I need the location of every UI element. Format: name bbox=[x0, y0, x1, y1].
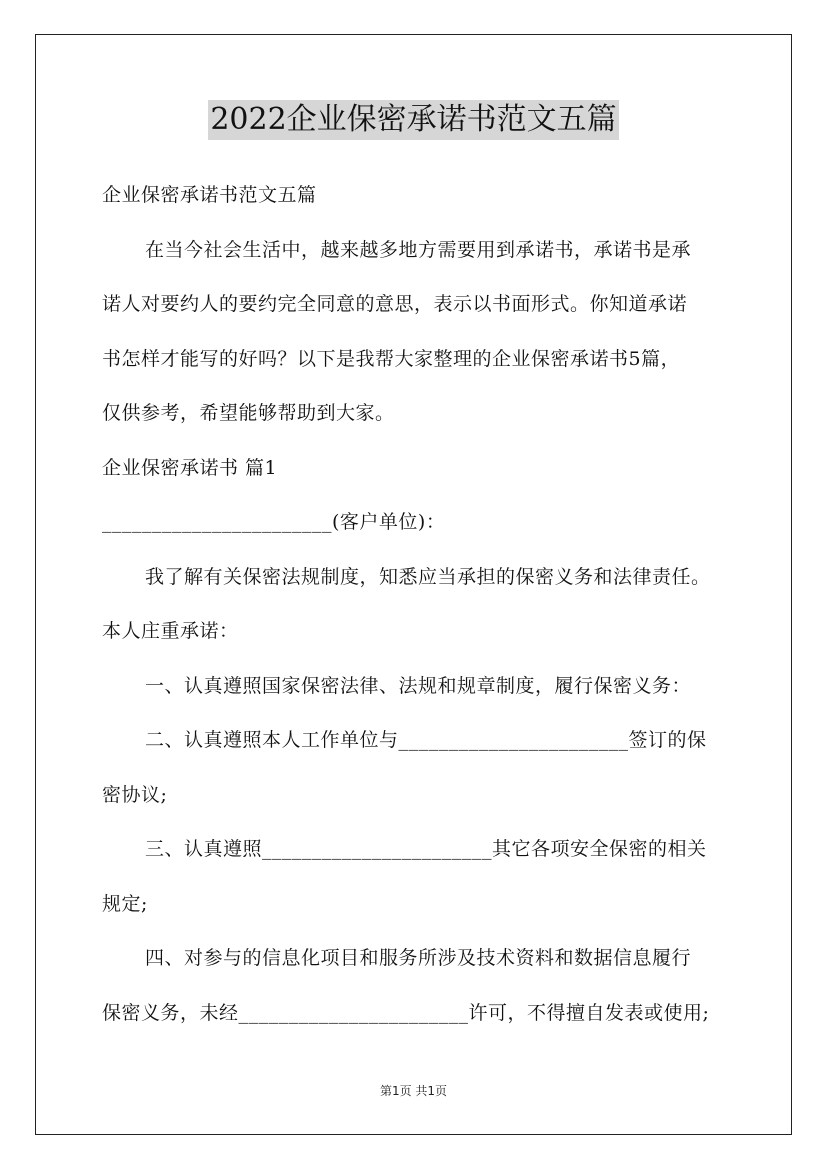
text-line: 仅供参考，希望能够帮助到大家。 bbox=[102, 402, 395, 424]
text-line: 三、认真遵照_______________________其它各项安全保密的相关 bbox=[145, 838, 707, 860]
text-line: 规定; bbox=[102, 892, 148, 915]
text-line: _______________________(客户单位)： bbox=[102, 511, 446, 533]
document-title: 2022企业保密承诺书范文五篇 bbox=[208, 100, 618, 140]
page-footer: 第1页 共1页 bbox=[379, 1084, 448, 1098]
text-line: 诺人对要约人的要约完全同意的意思，表示以书面形式。你知道承诺 bbox=[102, 293, 688, 315]
text-line: 保密义务，未经_______________________许可，不得擅自发表或使用; bbox=[102, 1001, 710, 1024]
document-body bbox=[102, 168, 742, 1040]
text-line: 我了解有关保密法规制度，知悉应当承担的保密义务和法律责任。 bbox=[145, 565, 711, 588]
text-line: 企业保密承诺书 篇1 bbox=[102, 456, 278, 479]
text-line: 密协议; bbox=[102, 783, 168, 806]
title-container bbox=[0, 100, 827, 140]
text-line: 四、对参与的信息化项目和服务所涉及技术资料和数据信息履行 bbox=[145, 947, 692, 969]
text-line: 在当今社会生活中，越来越多地方需要用到承诺书，承诺书是承 bbox=[145, 238, 692, 261]
text-line: 一、认真遵照国家保密法律、法规和规章制度，履行保密义务： bbox=[145, 674, 692, 697]
text-line: 书怎样才能写的好吗？以下是我帮大家整理的企业保密承诺书5篇， bbox=[102, 347, 681, 370]
text-line: 二、认真遵照本人工作单位与_______________________签订的保 bbox=[145, 729, 707, 751]
text-line: 本人庄重承诺： bbox=[102, 620, 239, 642]
text-line: 企业保密承诺书范文五篇 bbox=[102, 184, 317, 206]
